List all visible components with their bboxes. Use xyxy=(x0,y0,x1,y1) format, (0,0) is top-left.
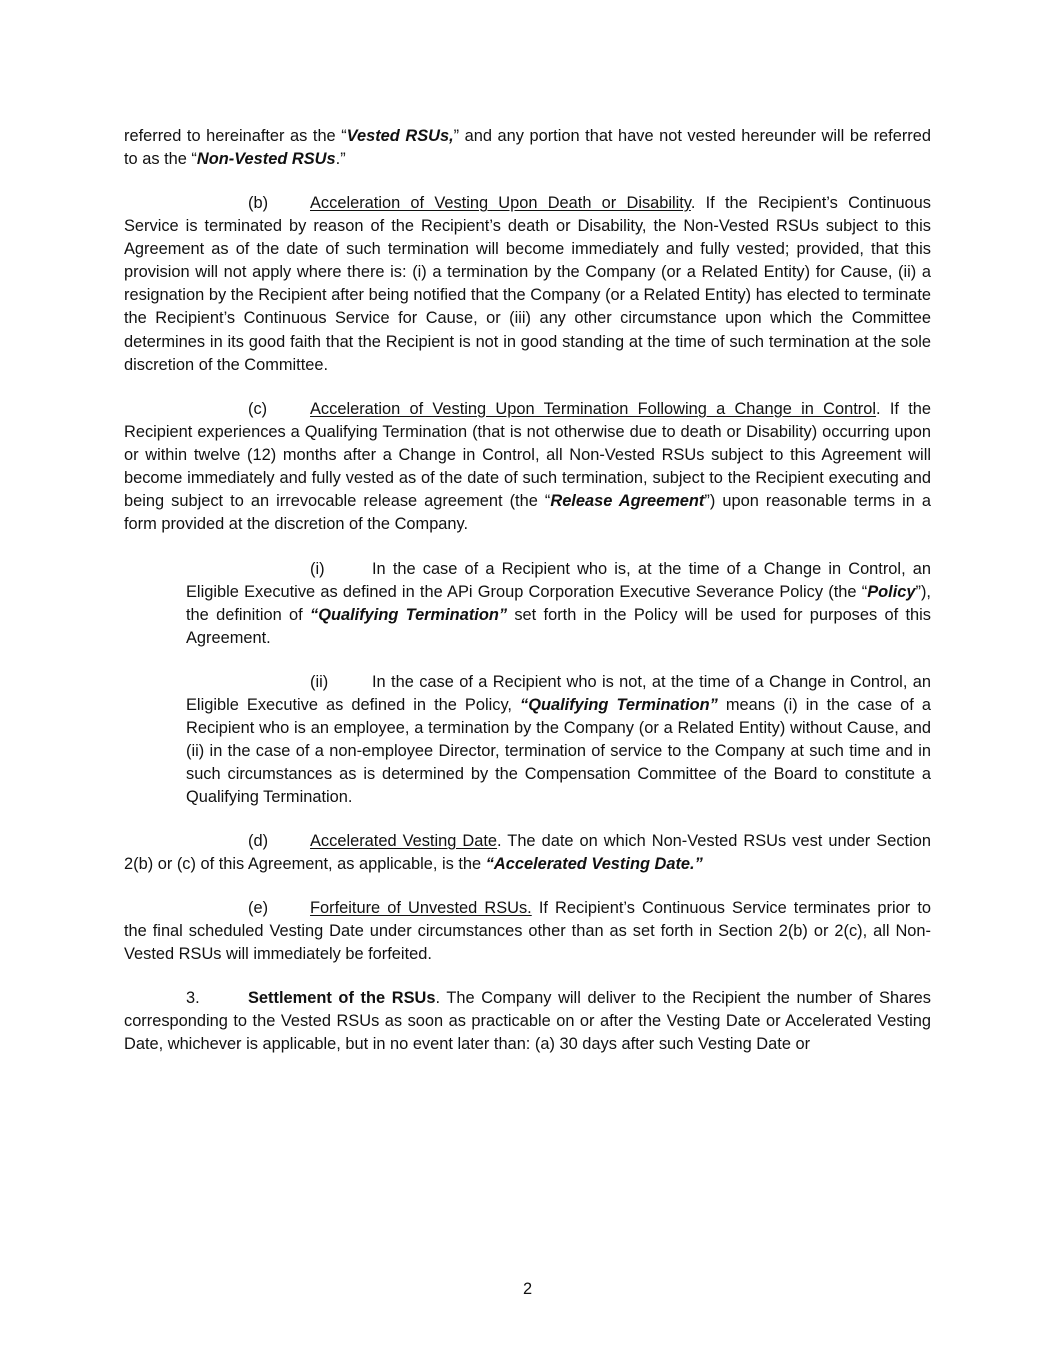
term-vested-rsus: Vested RSUs, xyxy=(346,127,454,145)
section-2c-change-in-control: (c) Acceleration of Vesting Upon Termination Following a Change in Control. If the Recipient experiences a Qualifying Termination (that is not otherwise due to death or Disability) occurring upon or within twelve (12) months after a Change in Control, all Non-Vested RSUs subject to this Agreement will become immediately and fully vested as of the date of such termination, subject to the Recipient executing and being subject to an irrevocable release agreement (the “Release Agreement”) upon reasonable terms in a form provided at the discretion of the Company. xyxy=(124,400,932,534)
section-heading: Accelerated Vesting Date xyxy=(310,832,498,850)
section-2b-death-disability: (b) Acceleration of Vesting Upon Death or Disability. If the Recipient’s Continuous Service is terminated by reason of the Recipient’s death or Disability, the Non-Vested RSUs subject to this Agreement as of the date of such termination will become immediately and fully vested; provided, that this provision will not apply where there is: (i) a termination by the Company (or a Related Entity) for Cause, (ii) a resignation by the Recipient after being notified that the Company (or a Related Entity) has elected to terminate the Recipient’s Continuous Service for Cause, or (iii) any other circumstance upon which the Committee determines in its good faith that the Recipient is not in good standing at the time of such termination at the sole discretion of the Committee. xyxy=(124,194,931,374)
page-number: 2 xyxy=(522,1280,533,1298)
subsection-label: (i) xyxy=(310,560,325,578)
section-heading: Acceleration of Vesting Upon Termination Following a Change in Control xyxy=(310,400,877,418)
term-accelerated-vesting-date: “Accelerated Vesting Date.” xyxy=(485,855,703,874)
term-qualifying-termination: “Qualifying Termination” xyxy=(520,696,718,715)
section-2c-ii: (ii) In the case of a Recipient who is not, at the time of a Change in Control, an Eligible Executive as defined in the Policy, “Qualifying Termination” means (i) in the case of a Recipient who is an employee, a termination by the Company (or a Related Entity) without Cause, and (ii) in the case of a non-employee Director, termination of service to the Company at such time and in such circumstances as is determined by the Compensation Committee of the Board to constitute a Qualifying Termination. xyxy=(186,673,931,807)
section-label: (e) xyxy=(248,899,269,917)
section-heading: Forfeiture of Unvested RSUs. xyxy=(310,899,532,917)
section-heading: Acceleration of Vesting Upon Death or Disability xyxy=(310,194,691,212)
term-release-agreement: Release Agreement xyxy=(550,492,705,511)
section-2e-forfeiture: (e) Forfeiture of Unvested RSUs. If Recipient’s Continuous Service terminates prior to the final scheduled Vesting Date under circumstances other than as set forth in Section 2(b) or 2(c), all Non-Vested RSUs will immediately be forfeited. xyxy=(124,899,931,964)
section-2d-accelerated-vesting-date: (d) Accelerated Vesting Date. The date on which Non-Vested RSUs vest under Section 2(b) or (c) of this Agreement, as applicable, is the “Accelerated Vesting Date.” xyxy=(124,832,931,874)
term-non-vested-rsus: Non-Vested RSUs xyxy=(196,150,336,169)
section-heading: Settlement of the RSUs xyxy=(248,989,436,1007)
section-label: (b) xyxy=(248,194,269,212)
paragraph-vested-rsus-definition: referred to hereinafter as the “Vested RSUs,” and any portion that have not vested hereunder will be referred to as the “Non-Vested RSUs.” xyxy=(124,127,931,169)
subsection-label: (ii) xyxy=(310,673,329,691)
term-policy: Policy xyxy=(867,583,916,602)
section-3-settlement: 3. Settlement of the RSUs. The Company will deliver to the Recipient the number of Shares corresponding to the Vested RSUs as soon as practicable on or after the Vesting Date or Accelerated Vesting Date, whichever is applicable, but in no event later than: (a) 30 days after such Vesting Date or xyxy=(124,989,931,1054)
section-label: 3. xyxy=(186,989,200,1007)
section-label: (c) xyxy=(248,400,268,418)
section-2c-i: (i) In the case of a Recipient who is, at the time of a Change in Control, an Eligible Executive as defined in the APi Group Corporation Executive Severance Policy (the “Policy”), the definition of “Qualifying Termination” set forth in the Policy will be used for purposes of this Agreement. xyxy=(186,560,931,648)
term-qualifying-termination: “Qualifying Termination” xyxy=(310,606,508,625)
section-label: (d) xyxy=(248,832,269,850)
